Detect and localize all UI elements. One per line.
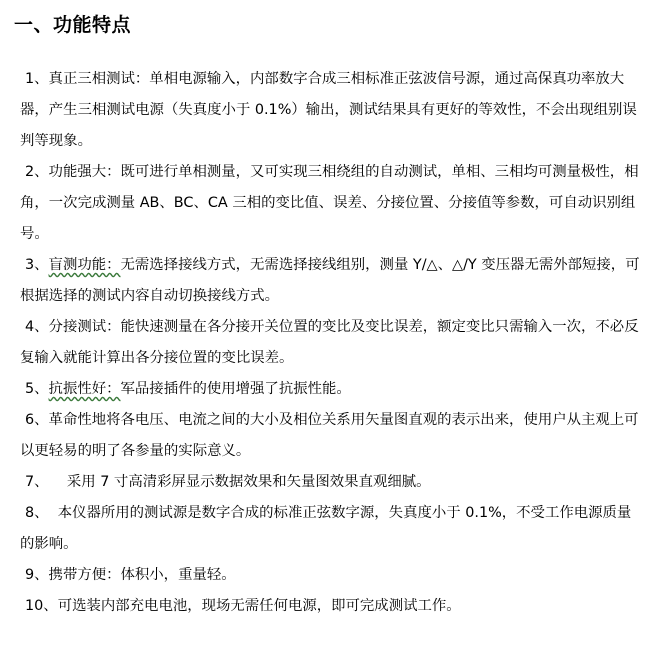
item-number: 9、	[25, 567, 49, 583]
item-text: 军品接插件的使用增强了抗振性能。	[120, 381, 351, 397]
section-heading: 一、功能特点	[14, 14, 132, 36]
item-number: 6、	[25, 412, 49, 428]
item-lead: 分接测试：	[48, 319, 121, 335]
item-text: 革命性地将各电压、电流之间的大小及相位关系用矢量图直观的表示出来，使用户从主观上可以更轻易的明了各参量的实际意义。	[20, 412, 639, 459]
item-number: 3、	[25, 257, 49, 273]
item-text: 携带方便：体积小，重量轻。	[48, 567, 236, 583]
feature-item-10	[20, 591, 644, 622]
feature-item-3	[20, 250, 644, 312]
feature-item-9	[20, 560, 644, 591]
item-lead: 真正三相测试：	[48, 71, 150, 87]
item-number: 2、	[25, 164, 49, 180]
item-number: 8、	[25, 505, 49, 521]
feature-item-8	[20, 498, 644, 560]
item-text: 既可进行单相测量，又可实现三相绕组的自动测试，单相、三相均可测量极性，相角，一次完成测量 AB、BC、CA 三相的变比值、误差、分接位置、分接值等参数，可自动识别组号。	[20, 164, 639, 242]
item-text: 能快速测量在各分接开关位置的变比及变比误差，额定变比只需输入一次，不必反复输入就能计算出各分接位置的变比误差。	[20, 319, 639, 366]
item-lead: 功能强大：	[48, 164, 121, 180]
item-lead: 抗振性好：	[48, 381, 121, 397]
feature-item-1	[20, 64, 644, 157]
item-number: 5、	[25, 381, 49, 397]
item-number: 4、	[25, 319, 49, 335]
item-text: 无需选择接线方式，无需选择接线组别，测量 Y/△、△/Y 变压器无需外部短接，可根据选择的测试内容自动切换接线方式。	[20, 257, 640, 304]
feature-item-2	[20, 157, 644, 250]
item-number: 1、	[25, 71, 49, 87]
feature-item-7	[20, 467, 644, 498]
feature-item-5	[20, 374, 644, 405]
feature-list	[20, 64, 644, 622]
item-text: 采用 7 寸高清彩屏显示数据效果和矢量图效果直观细腻。	[48, 474, 431, 490]
feature-item-4	[20, 312, 644, 374]
item-number: 10、	[25, 598, 58, 614]
item-text: 本仪器所用的测试源是数字合成的标准正弦数字源，失真度小于 0.1%，不受工作电源质量的影响。	[20, 505, 632, 552]
feature-item-6	[20, 405, 644, 467]
item-number: 7、	[25, 474, 49, 490]
item-text: 单相电源输入，内部数字合成三相标准正弦波信号源，通过高保真功率放大器，产生三相测试电源（失真度小于 0.1%）输出，测试结果具有更好的等效性，不会出现组别误判等现象。	[20, 71, 637, 149]
item-text: 可选装内部充电电池，现场无需任何电源，即可完成测试工作。	[57, 598, 461, 614]
item-lead: 盲测功能：	[48, 257, 121, 273]
